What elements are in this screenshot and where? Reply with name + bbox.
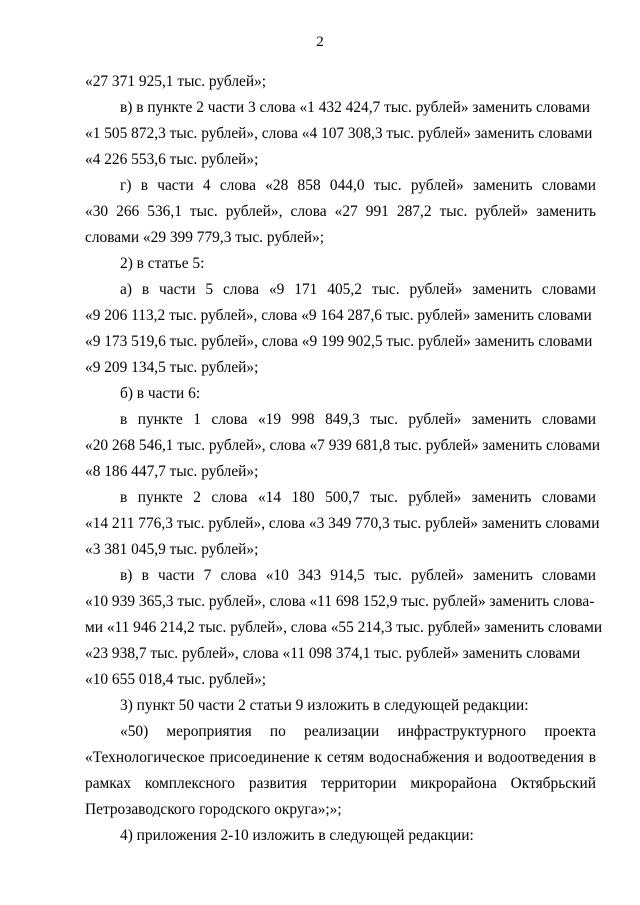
text-line: «10 939 365,3 тыс. рублей», слова «11 698 152,9 тыс. рублей» заменить слова- (85, 593, 595, 610)
text-line: а) в части 5 слова «9 171 405,2 тыс. рублей» заменить словами (120, 281, 596, 298)
text-line: 3) пункт 50 части 2 статьи 9 изложить в следующей редакции: (120, 697, 529, 714)
text-line: «30 266 536,1 тыс. рублей», слова «27 991 287,2 тыс. рублей» заменить (85, 203, 596, 220)
text-line: в пункте 2 слова «14 180 500,7 тыс. рублей» заменить словами (120, 489, 596, 506)
text-line: «9 173 519,6 тыс. рублей», слова «9 199 902,5 тыс. рублей» заменить словами (85, 333, 593, 350)
text-line: Петрозаводского городского округа»;»; (85, 801, 342, 818)
text-line: «4 226 553,6 тыс. рублей»; (85, 151, 259, 168)
text-line: «9 206 113,2 тыс. рублей», слова «9 164 287,6 тыс. рублей» заменить словами (85, 307, 592, 324)
text-line: рамках комплексного развития территории микрорайона Октябрьский (85, 775, 596, 792)
text-line: 4) приложения 2-10 изложить в следующей редакции: (120, 827, 474, 844)
text-line: «50) мероприятия по реализации инфраструктурного проекта (120, 723, 596, 740)
text-line: «8 186 447,7 тыс. рублей»; (85, 463, 259, 480)
text-line: «10 655 018,4 тыс. рублей»; (85, 671, 267, 688)
text-line: «20 268 546,1 тыс. рублей», слова «7 939 681,8 тыс. рублей» заменить словами (85, 437, 601, 454)
text-line: в) в части 7 слова «10 343 914,5 тыс. рублей» заменить словами (120, 567, 596, 584)
page-number: 2 (316, 34, 324, 50)
text-line: «3 381 045,9 тыс. рублей»; (85, 541, 259, 558)
text-line: «Технологическое присоединение к сетям водоснабжения и водоотведения в (85, 749, 596, 766)
text-line: словами «29 399 779,3 тыс. рублей»; (85, 229, 325, 246)
text-line: ми «11 946 214,2 тыс. рублей», слова «55 214,3 тыс. рублей» заменить словами (85, 619, 603, 636)
text-line: «23 938,7 тыс. рублей», слова «11 098 374,1 тыс. рублей» заменить словами (85, 645, 581, 662)
text-line: 2) в статье 5: (120, 255, 205, 272)
text-line: «14 211 776,3 тыс. рублей», слова «3 349 770,3 тыс. рублей» заменить словами (85, 515, 600, 532)
text-line: «27 371 925,1 тыс. рублей»; (85, 73, 267, 90)
text-line: г) в части 4 слова «28 858 044,0 тыс. рублей» заменить словами (120, 177, 596, 194)
text-line: в) в пункте 2 части 3 слова «1 432 424,7 тыс. рублей» заменить словами (120, 99, 591, 116)
text-line: «1 505 872,3 тыс. рублей», слова «4 107 308,3 тыс. рублей» заменить словами (85, 125, 593, 142)
text-line: «9 209 134,5 тыс. рублей»; (85, 359, 259, 376)
text-line: б) в части 6: (120, 385, 201, 402)
text-line: в пункте 1 слова «19 998 849,3 тыс. рублей» заменить словами (120, 411, 596, 428)
